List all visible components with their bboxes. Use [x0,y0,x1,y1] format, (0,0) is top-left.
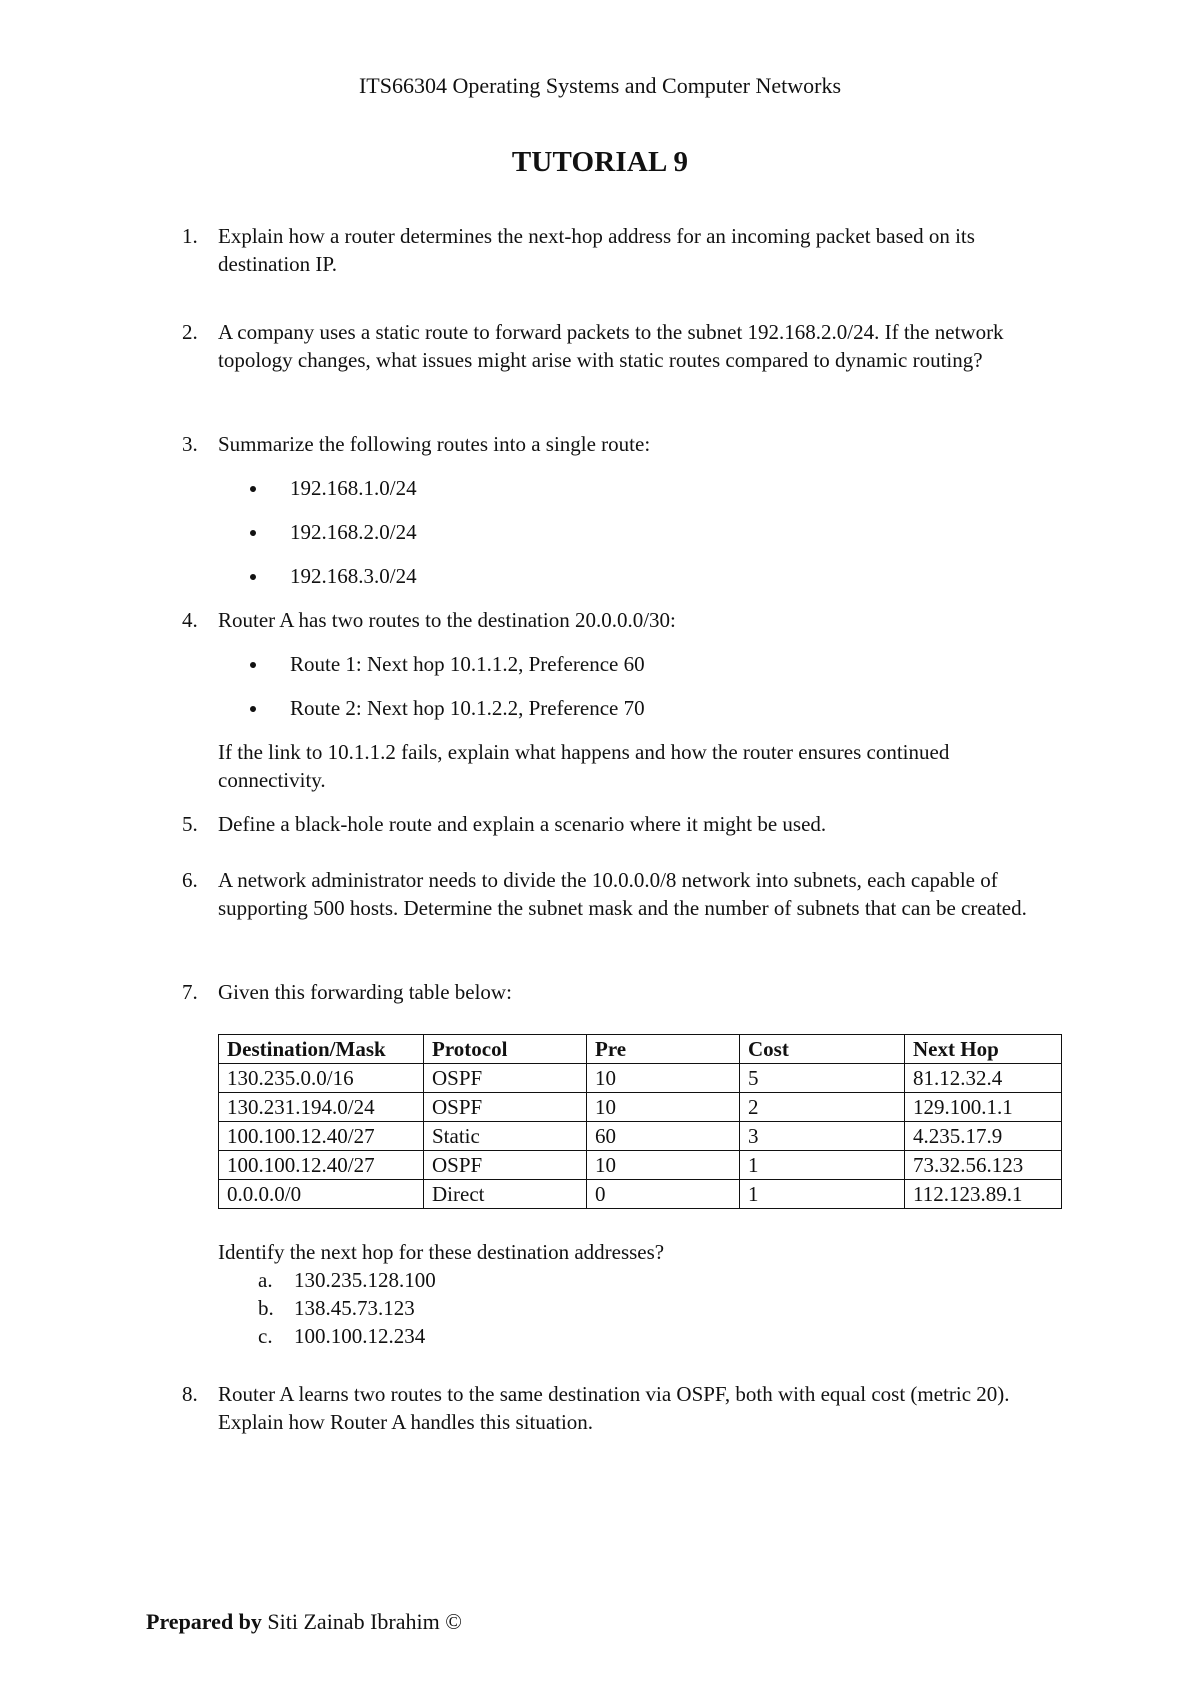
column-header: Cost [740,1035,905,1064]
question-number: 5. [182,812,198,836]
column-header: Destination/Mask [219,1035,424,1064]
table-cell: 130.235.0.0/16 [219,1064,424,1093]
table-cell: 129.100.1.1 [905,1093,1062,1122]
question-5 [182,810,1062,838]
question-3 [182,430,1062,458]
question-number: 6. [182,868,198,892]
table-cell: 73.32.56.123 [905,1151,1062,1180]
bullet-text: Route 2: Next hop 10.1.2.2, Preference 70 [290,696,645,720]
question-7 [182,978,1062,1006]
option-label: c. [258,1324,273,1348]
question-number: 4. [182,608,198,632]
question-2 [182,318,1062,374]
table-cell: 1 [740,1151,905,1180]
question-number: 3. [182,432,198,456]
bullet-text: 192.168.1.0/24 [290,476,417,500]
column-header: Protocol [424,1035,587,1064]
question-text: A network administrator needs to divide the 10.0.0.0/8 network into subnets, each capable of supporting 500 hosts. Determine the subnet mask and the number of subnets that can be created. [218,868,1027,920]
bullet-text: Route 1: Next hop 10.1.1.2, Preference 60 [290,652,645,676]
table-cell: 10 [587,1064,740,1093]
table-cell: 0 [587,1180,740,1209]
table-cell: OSPF [424,1093,587,1122]
table-cell: 5 [740,1064,905,1093]
bullet-text: 192.168.2.0/24 [290,520,417,544]
table-cell: 81.12.32.4 [905,1064,1062,1093]
table-cell: 130.231.194.0/24 [219,1093,424,1122]
footer [146,1608,462,1636]
bullet-icon [250,486,256,492]
forwarding-table [218,1034,1062,1209]
table-cell: 60 [587,1122,740,1151]
column-header: Pre [587,1035,740,1064]
bullet-icon [250,706,256,712]
table-cell: 4.235.17.9 [905,1122,1062,1151]
table-cell: 0.0.0.0/0 [219,1180,424,1209]
question-text: Router A has two routes to the destination 20.0.0.0/30: [218,608,676,632]
bullet-text: 192.168.3.0/24 [290,564,417,588]
question-text: Define a black-hole route and explain a scenario where it might be used. [218,812,827,836]
column-header: Next Hop [905,1035,1062,1064]
question-7-followup: Identify the next hop for these destination addresses? [218,1240,665,1264]
question-1 [182,222,1062,278]
footer-prepared-by: Prepared by [146,1609,262,1634]
bullet-icon [250,574,256,580]
bullet-icon [250,530,256,536]
table-cell: 1 [740,1180,905,1209]
course-header: ITS66304 Operating Systems and Computer Networks [358,73,842,98]
question-number: 7. [182,980,198,1004]
table-cell: 10 [587,1093,740,1122]
question-number: 8. [182,1382,198,1406]
question-text: Explain how a router determines the next-hop address for an incoming packet based on its destination IP. [218,224,975,276]
option-label: b. [258,1296,274,1320]
option-text: 100.100.12.234 [294,1324,426,1348]
table-cell: OSPF [424,1064,587,1093]
question-number: 2. [182,320,198,344]
page-title: TUTORIAL 9 [511,146,689,178]
question-text: Router A learns two routes to the same destination via OSPF, both with equal cost (metric 20). Explain how Router A handles this situation. [218,1382,1010,1434]
table-cell: OSPF [424,1151,587,1180]
question-8 [182,1380,1062,1436]
table-header-row [219,1035,1062,1064]
table-row [219,1122,1062,1151]
table-cell: Static [424,1122,587,1151]
table-row [219,1093,1062,1122]
question-4 [182,606,1062,634]
question-text: Given this forwarding table below: [218,980,512,1004]
table-row [219,1151,1062,1180]
option-text: 130.235.128.100 [294,1268,436,1292]
question-text: Summarize the following routes into a single route: [218,432,651,456]
bullet-icon [250,662,256,668]
option-label: a. [258,1268,273,1292]
table-row [219,1180,1062,1209]
question-number: 1. [182,224,198,248]
table-cell: 3 [740,1122,905,1151]
table-cell: 100.100.12.40/27 [219,1151,424,1180]
table-row [219,1064,1062,1093]
table-cell: 100.100.12.40/27 [219,1122,424,1151]
table-cell: 2 [740,1093,905,1122]
table-cell: 112.123.89.1 [905,1180,1062,1209]
option-text: 138.45.73.123 [294,1296,415,1320]
question-6 [182,866,1062,922]
footer-author: Siti Zainab Ibrahim © [267,1609,462,1634]
table-cell: 10 [587,1151,740,1180]
question-4-followup: If the link to 10.1.1.2 fails, explain what happens and how the router ensures continued connectivity. [218,740,950,792]
question-text: A company uses a static route to forward packets to the subnet 192.168.2.0/24. If the network topology changes, what issues might arise with static routes compared to dynamic routing? [218,320,1004,372]
table-cell: Direct [424,1180,587,1209]
